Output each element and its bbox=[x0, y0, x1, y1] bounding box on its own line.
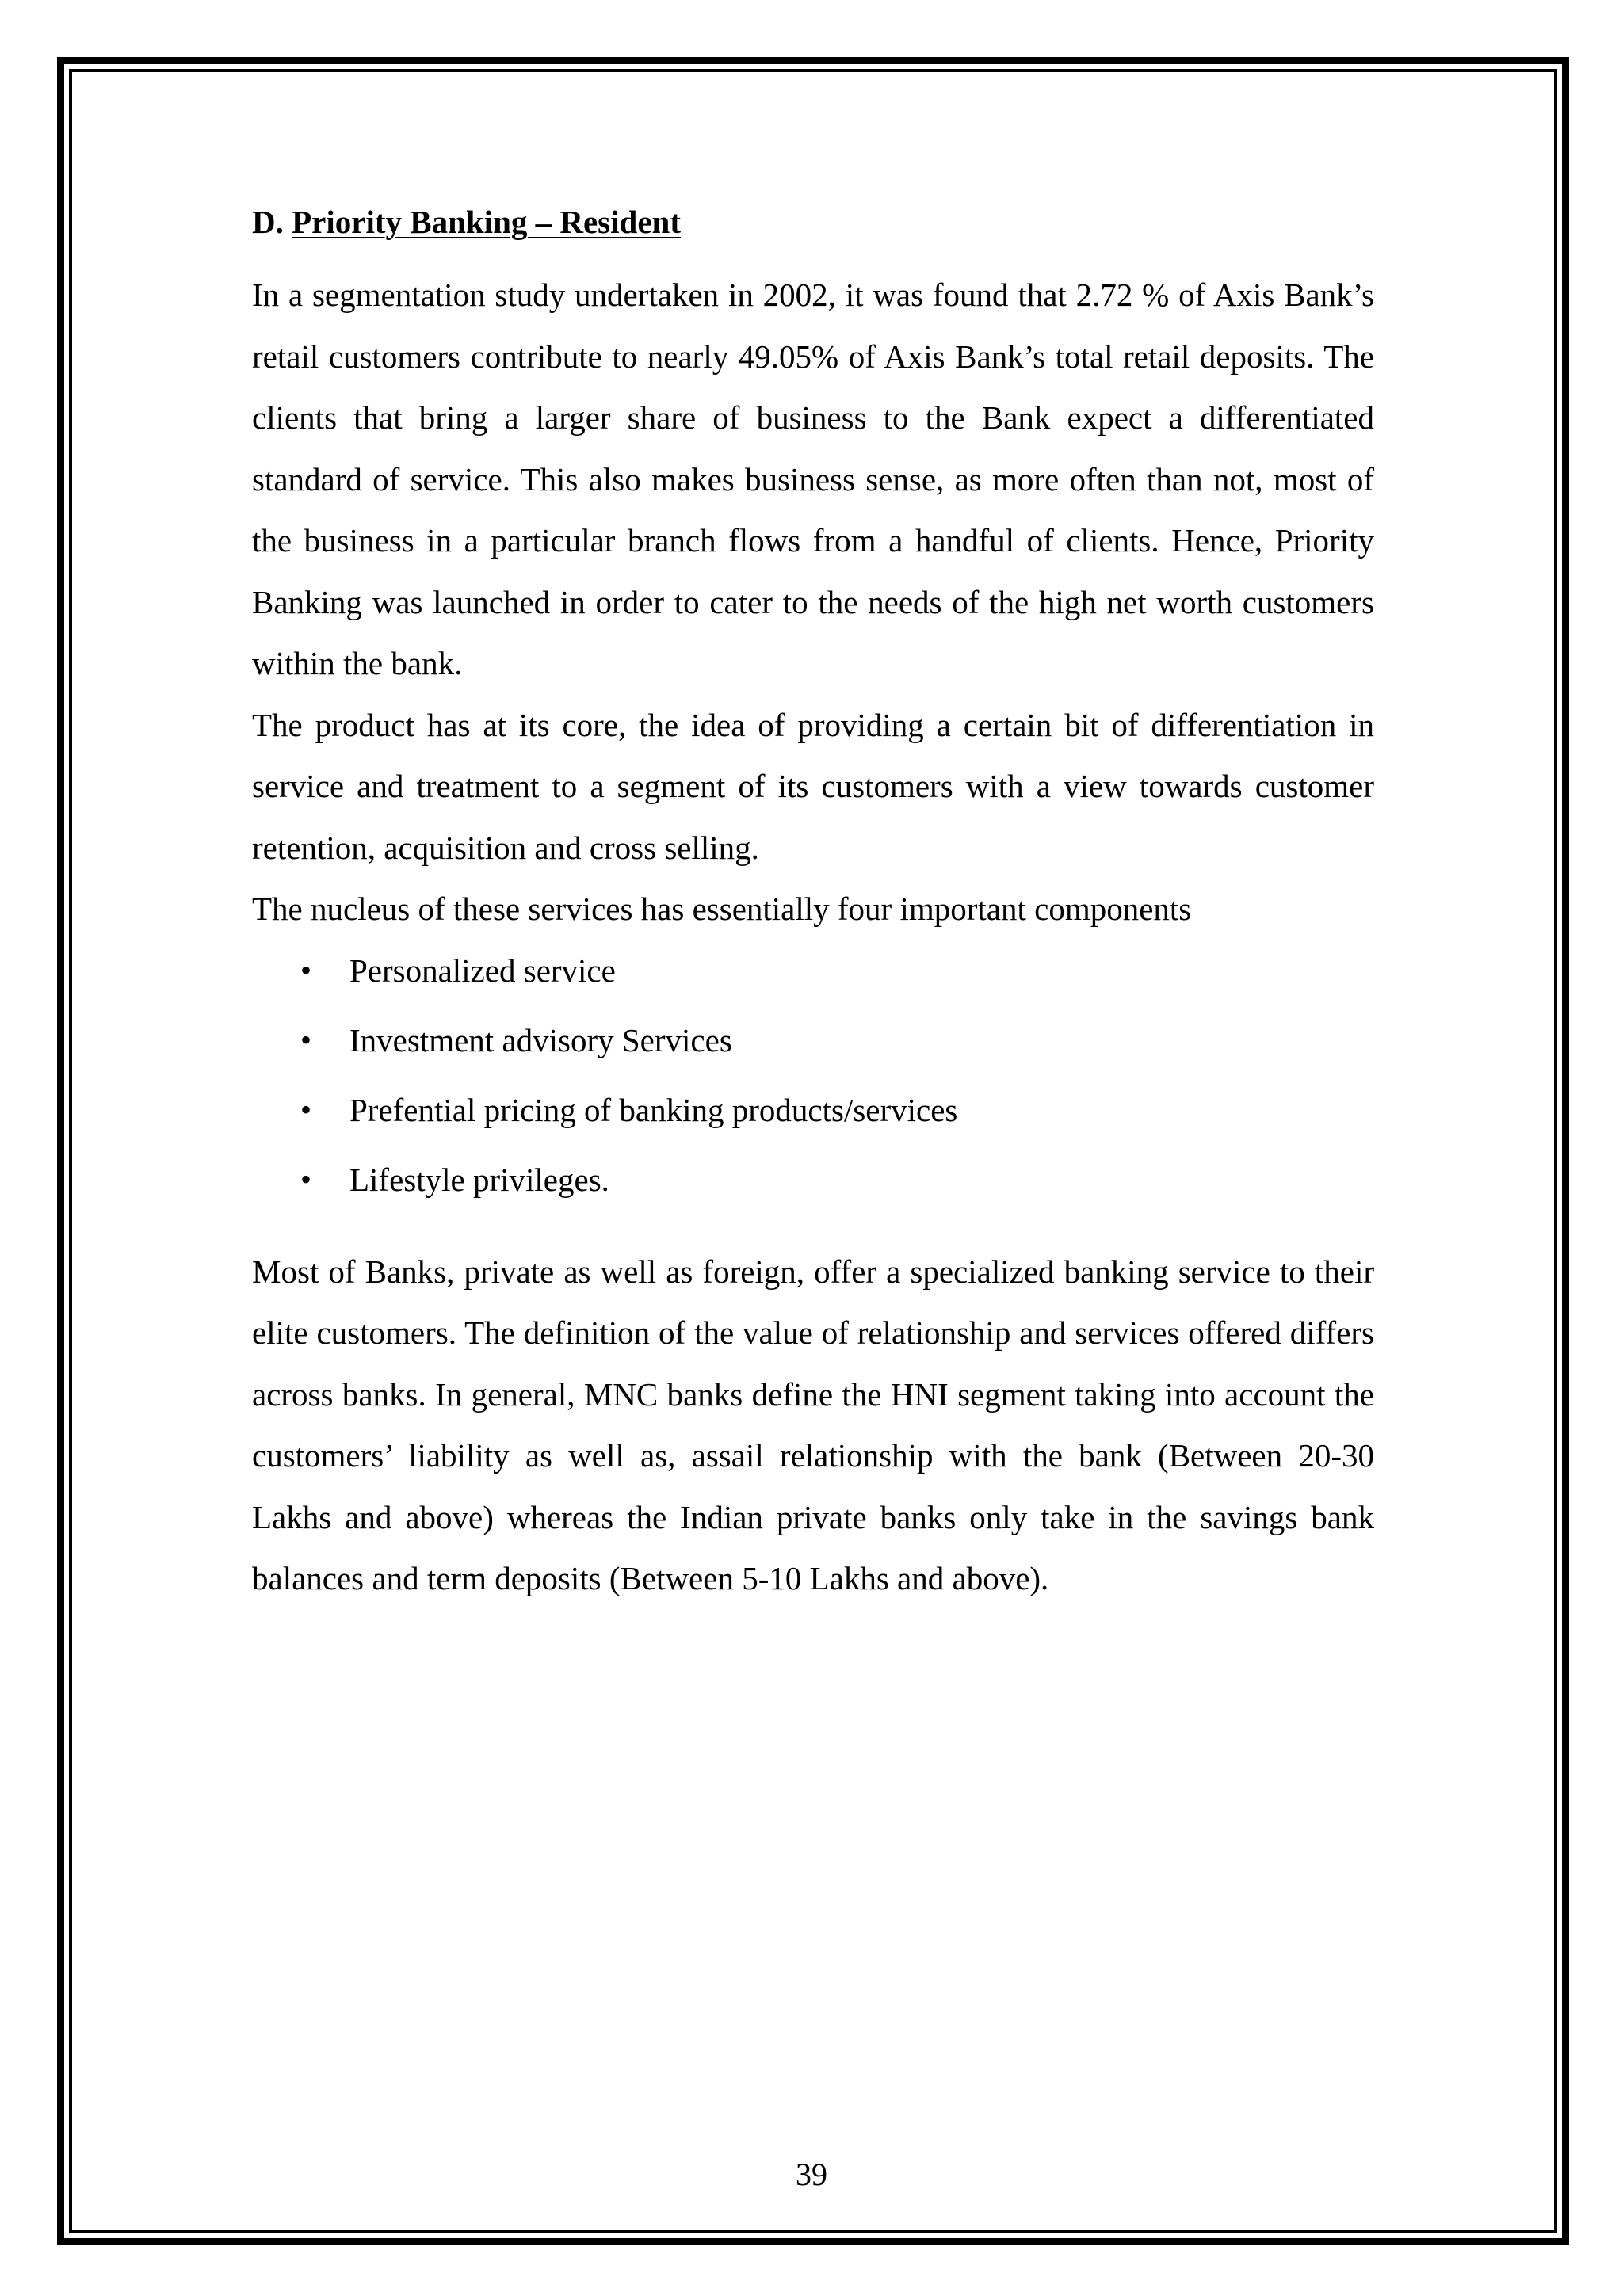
bullet-icon: • bbox=[300, 952, 312, 988]
components-list bbox=[252, 947, 1374, 1226]
paragraph-core: The product has at its core, the idea of providing a certain bit of differentiation in service and treatment to a segment of its customers with a view towards customer retention, acquisition and cross selling. bbox=[252, 706, 1374, 866]
section-heading bbox=[252, 198, 1374, 246]
section-heading-title: Priority Banking – Resident bbox=[292, 204, 681, 240]
paragraph-intro: In a segmentation study undertaken in 2002, it was found that 2.72 % of Axis Bank’s retail customers contribute to nearly 49.05% of Axis Bank’s total retail deposits. The clients that bring a larger share of business to the Bank expect a differentiated standard of service. This also makes business sense, as more often than not, most of the business in a particular branch flows from a handful of clients. Hence, Priority Banking was launched in order to cater to the needs of the high net worth customers within the bank. bbox=[252, 277, 1374, 681]
list-item-text: Lifestyle privileges. bbox=[349, 1161, 609, 1198]
document-body bbox=[252, 198, 1374, 1610]
list-item-text: Personalized service bbox=[349, 952, 616, 989]
bullet-icon: • bbox=[300, 1161, 312, 1197]
list-item bbox=[252, 947, 1374, 1016]
page-number: 39 bbox=[796, 2157, 827, 2192]
list-item bbox=[252, 1156, 1374, 1226]
paragraph-nucleus: The nucleus of these services has essentially four important components bbox=[252, 891, 1192, 927]
list-item-text: Investment advisory Services bbox=[349, 1021, 732, 1058]
section-heading-prefix: D. bbox=[252, 204, 292, 240]
bullet-icon: • bbox=[300, 1091, 312, 1127]
paragraph-closing: Most of Banks, private as well as foreign, offer a specialized banking service to their elite customers. The definition of the value of relationship and services offered differs across banks. In general, MNC banks define the HNI segment taking into account the customers’ liability as well as, assail relationship with the bank (Between 20-30 Lakhs and above) whereas the Indian private banks only take in the savings bank balances and term deposits (Between 5-10 Lakhs and above). bbox=[252, 1253, 1374, 1596]
bullet-icon: • bbox=[300, 1021, 312, 1058]
list-item-text: Prefential pricing of banking products/services bbox=[349, 1091, 958, 1128]
list-item bbox=[252, 1016, 1374, 1086]
list-item bbox=[252, 1086, 1374, 1156]
